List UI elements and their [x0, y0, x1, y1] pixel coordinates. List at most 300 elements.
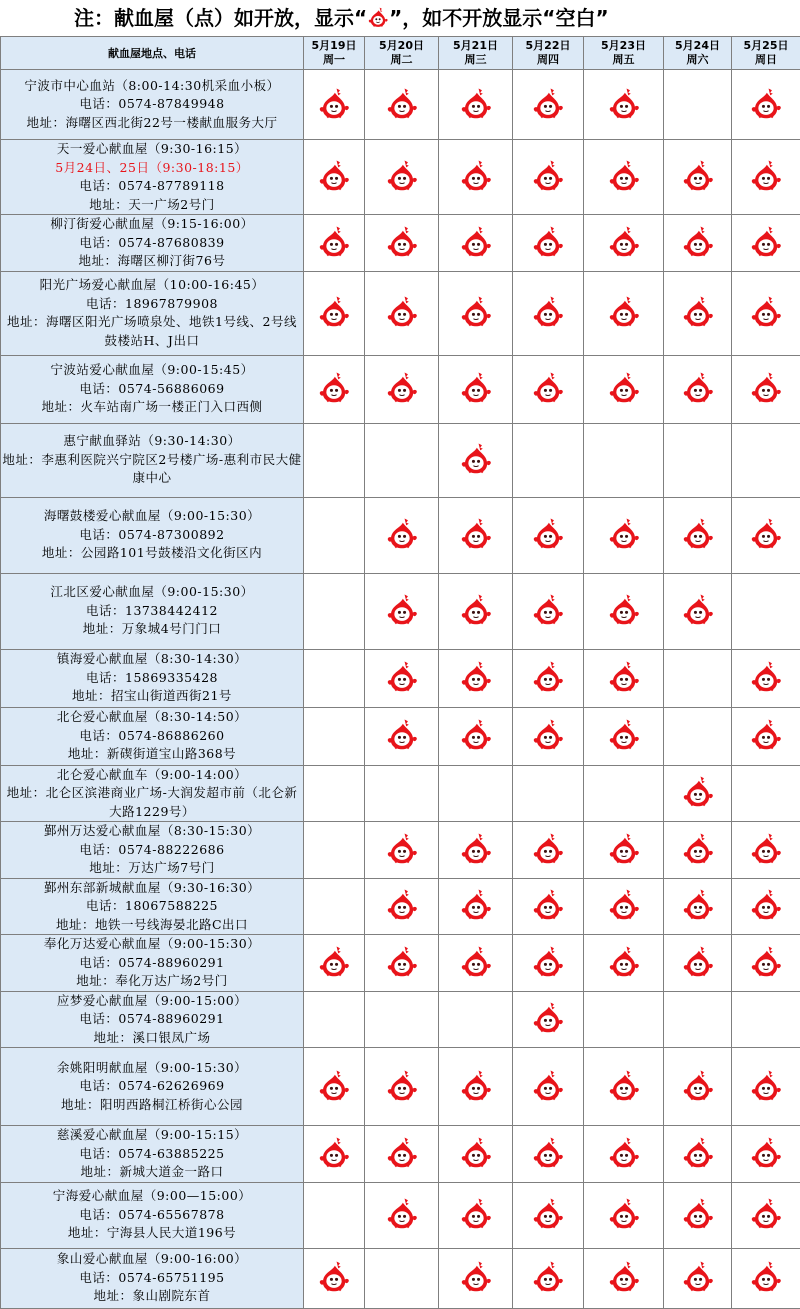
closed-cell: [664, 991, 732, 1048]
open-cell: [439, 215, 513, 272]
open-cell: [732, 1048, 800, 1126]
day-weekday: 周六: [664, 53, 731, 67]
open-cell: [732, 649, 800, 707]
blood-drop-mascot-icon: [607, 1068, 641, 1102]
day-date: 5月19日: [304, 39, 364, 53]
location-cell: [1, 70, 304, 140]
blood-drop-mascot-icon: [749, 1068, 783, 1102]
location-name: 余姚阳明献血屋（9:00-15:30）: [1, 1059, 303, 1078]
closed-cell: [304, 765, 365, 822]
blood-drop-mascot-icon: [607, 158, 641, 192]
blood-drop-mascot-icon: [385, 224, 419, 258]
notice-title: [0, 0, 800, 36]
day-date: 5月21日: [439, 39, 512, 53]
open-cell: [584, 649, 664, 707]
blood-drop-mascot-icon: [607, 516, 641, 550]
open-cell: [304, 1248, 365, 1308]
open-cell: [732, 822, 800, 879]
open-cell: [584, 822, 664, 879]
blood-drop-mascot-icon: [607, 887, 641, 921]
open-cell: [513, 271, 584, 355]
table-row: [1, 355, 800, 423]
blood-drop-mascot-icon: [317, 224, 351, 258]
open-cell: [664, 1248, 732, 1308]
closed-cell: [365, 991, 439, 1048]
open-cell: [365, 822, 439, 879]
location-name: 慈溪爱心献血屋（9:00-15:15）: [1, 1126, 303, 1145]
open-cell: [439, 1126, 513, 1183]
open-cell: [365, 1048, 439, 1126]
day-weekday: 周二: [365, 53, 438, 67]
blood-drop-mascot-icon: [459, 944, 493, 978]
table-row: [1, 497, 800, 573]
open-cell: [439, 1248, 513, 1308]
location-address: 地址：象山剧院东首: [1, 1287, 303, 1306]
blood-drop-mascot-icon: [317, 370, 351, 404]
table-row: [1, 707, 800, 765]
blood-drop-mascot-icon: [681, 294, 715, 328]
open-cell: [584, 1248, 664, 1308]
location-name: 宁波站爱心献血屋（9:00-15:45）: [1, 361, 303, 380]
table-row: [1, 765, 800, 822]
blood-drop-mascot-icon: [607, 831, 641, 865]
open-cell: [439, 355, 513, 423]
blood-drop-mascot-icon: [459, 86, 493, 120]
open-cell: [365, 497, 439, 573]
open-cell: [664, 497, 732, 573]
open-cell: [365, 935, 439, 992]
location-name: 柳汀街爱心献血屋（9:15-16:00）: [1, 215, 303, 234]
closed-cell: [304, 573, 365, 649]
blood-drop-mascot-icon: [681, 158, 715, 192]
open-cell: [304, 271, 365, 355]
location-cell: [1, 1048, 304, 1126]
open-cell: [664, 215, 732, 272]
blood-drop-mascot-icon: [749, 516, 783, 550]
open-cell: [664, 822, 732, 879]
blood-drop-mascot-icon: [749, 887, 783, 921]
blood-drop-mascot-icon: [749, 831, 783, 865]
location-phone: 电话：0574-88222686: [1, 841, 303, 860]
closed-cell: [365, 423, 439, 497]
location-cell: [1, 822, 304, 879]
blood-drop-mascot-icon: [459, 1196, 493, 1230]
blood-drop-mascot-icon: [681, 944, 715, 978]
blood-drop-mascot-icon: [749, 224, 783, 258]
location-address: 地址：地铁一号线海晏北路C出口: [1, 916, 303, 935]
day-weekday: 周三: [439, 53, 512, 67]
open-cell: [584, 1048, 664, 1126]
blood-drop-mascot-icon: [459, 887, 493, 921]
location-cell: [1, 707, 304, 765]
open-cell: [664, 1048, 732, 1126]
location-address: 地址：奉化万达广场2号门: [1, 972, 303, 991]
location-header: 献血屋地点、电话: [1, 37, 304, 70]
blood-drop-mascot-icon: [681, 592, 715, 626]
location-name: 北仑爱心献血屋（8:30-14:50）: [1, 708, 303, 727]
table-header-row: [1, 37, 800, 70]
location-cell: [1, 355, 304, 423]
open-cell: [304, 1126, 365, 1183]
blood-drop-mascot-icon: [531, 592, 565, 626]
location-cell: [1, 140, 304, 215]
location-name: 鄞州万达爱心献血屋（8:30-15:30）: [1, 822, 303, 841]
closed-cell: [439, 765, 513, 822]
notice-suffix: ”，如不开放显示“空白”: [389, 6, 608, 30]
blood-drop-mascot-icon: [385, 294, 419, 328]
blood-drop-mascot-icon: [607, 717, 641, 751]
day-header: [664, 37, 732, 70]
table-row: [1, 1126, 800, 1183]
blood-drop-mascot-icon: [681, 1135, 715, 1169]
day-weekday: 周一: [304, 53, 364, 67]
location-address: 地址：海曙区阳光广场喷泉处、地铁1号线、2号线鼓楼站H、J出口: [1, 313, 303, 350]
open-cell: [664, 355, 732, 423]
location-cell: [1, 935, 304, 992]
closed-cell: [304, 497, 365, 573]
open-cell: [439, 140, 513, 215]
location-cell: [1, 497, 304, 573]
location-phone: 电话：0574-87849948: [1, 95, 303, 114]
blood-drop-mascot-icon: [531, 516, 565, 550]
open-cell: [584, 935, 664, 992]
closed-cell: [664, 707, 732, 765]
blood-drop-mascot-icon: [607, 1196, 641, 1230]
open-cell: [732, 935, 800, 992]
closed-cell: [304, 991, 365, 1048]
location-phone: 电话：0574-87680839: [1, 234, 303, 253]
day-header: [584, 37, 664, 70]
blood-drop-mascot-icon: [385, 944, 419, 978]
open-cell: [513, 1182, 584, 1248]
open-cell: [304, 70, 365, 140]
location-name: 宁海爱心献血屋（9:00—15:00）: [1, 1187, 303, 1206]
blood-drop-mascot-icon: [531, 1135, 565, 1169]
open-cell: [664, 765, 732, 822]
open-cell: [513, 70, 584, 140]
location-name: 象山爱心献血屋（9:00-16:00）: [1, 1250, 303, 1269]
blood-drop-mascot-icon: [531, 224, 565, 258]
closed-cell: [664, 649, 732, 707]
location-phone: 电话：0574-65567878: [1, 1206, 303, 1225]
blood-drop-mascot-icon: [607, 659, 641, 693]
blood-drop-mascot-icon: [367, 3, 389, 25]
closed-cell: [365, 1248, 439, 1308]
open-cell: [732, 70, 800, 140]
blood-drop-mascot-icon: [681, 887, 715, 921]
blood-drop-mascot-icon: [681, 370, 715, 404]
blood-drop-mascot-icon: [531, 86, 565, 120]
open-cell: [513, 140, 584, 215]
blood-drop-mascot-icon: [749, 294, 783, 328]
location-name: 北仑爱心献血车（9:00-14:00）: [1, 766, 303, 785]
open-cell: [439, 497, 513, 573]
location-cell: [1, 215, 304, 272]
location-name: 宁波市中心血站（8:00-14:30机采血小板）: [1, 77, 303, 96]
day-date: 5月20日: [365, 39, 438, 53]
open-cell: [439, 70, 513, 140]
location-address: 地址：万达广场7号门: [1, 859, 303, 878]
open-cell: [513, 649, 584, 707]
blood-drop-mascot-icon: [531, 887, 565, 921]
closed-cell: [304, 1182, 365, 1248]
table-row: [1, 878, 800, 935]
location-name: 海曙鼓楼爱心献血屋（9:00-15:30）: [1, 507, 303, 526]
open-cell: [732, 215, 800, 272]
day-date: 5月23日: [584, 39, 663, 53]
day-weekday: 周五: [584, 53, 663, 67]
open-cell: [513, 355, 584, 423]
open-cell: [365, 649, 439, 707]
location-phone: 电话：0574-62626969: [1, 1077, 303, 1096]
location-address: 地址：新城大道金一路口: [1, 1163, 303, 1182]
open-cell: [584, 707, 664, 765]
location-address: 地址：海曙区柳汀街76号: [1, 252, 303, 271]
blood-drop-mascot-icon: [385, 592, 419, 626]
open-cell: [365, 707, 439, 765]
location-address: 地址：李惠利医院兴宁院区2号楼广场-惠利市民大健康中心: [1, 451, 303, 488]
open-cell: [664, 140, 732, 215]
blood-drop-mascot-icon: [531, 158, 565, 192]
closed-cell: [584, 991, 664, 1048]
location-name: 天一爱心献血屋（9:30-16:15）: [1, 140, 303, 159]
day-weekday: 周四: [513, 53, 583, 67]
day-header: [304, 37, 365, 70]
location-name: 阳光广场爱心献血屋（10:00-16:45）: [1, 276, 303, 295]
blood-drop-mascot-icon: [681, 1068, 715, 1102]
open-cell: [584, 497, 664, 573]
location-phone: 电话：0574-88960291: [1, 1010, 303, 1029]
location-phone: 电话：0574-56886069: [1, 380, 303, 399]
open-cell: [664, 271, 732, 355]
location-address: 地址：公园路101号鼓楼沿文化街区内: [1, 544, 303, 563]
location-address: 地址：招宝山街道西街21号: [1, 687, 303, 706]
blood-drop-mascot-icon: [385, 158, 419, 192]
open-cell: [304, 1048, 365, 1126]
open-cell: [513, 707, 584, 765]
open-cell: [664, 935, 732, 992]
closed-cell: [513, 423, 584, 497]
blood-drop-mascot-icon: [317, 1068, 351, 1102]
open-cell: [664, 573, 732, 649]
location-cell: [1, 271, 304, 355]
location-phone: 电话：0574-87300892: [1, 526, 303, 545]
open-cell: [584, 1182, 664, 1248]
closed-cell: [304, 649, 365, 707]
table-row: [1, 271, 800, 355]
day-weekday: 周日: [732, 53, 800, 67]
blood-drop-mascot-icon: [607, 86, 641, 120]
open-cell: [584, 573, 664, 649]
blood-drop-mascot-icon: [385, 831, 419, 865]
blood-drop-mascot-icon: [317, 86, 351, 120]
blood-drop-mascot-icon: [385, 370, 419, 404]
blood-drop-mascot-icon: [317, 158, 351, 192]
location-name: 镇海爱心献血屋（8:30-14:30）: [1, 650, 303, 669]
open-cell: [439, 1048, 513, 1126]
open-cell: [732, 1126, 800, 1183]
blood-drop-mascot-icon: [531, 370, 565, 404]
location-address: 地址：北仑区滨港商业广场-大润发超市前（北仑新大路1229号）: [1, 784, 303, 821]
open-cell: [513, 1248, 584, 1308]
open-cell: [304, 935, 365, 992]
blood-drop-mascot-icon: [607, 592, 641, 626]
closed-cell: [732, 765, 800, 822]
open-cell: [304, 215, 365, 272]
blood-drop-mascot-icon: [607, 1259, 641, 1293]
location-cell: [1, 991, 304, 1048]
closed-cell: [732, 423, 800, 497]
day-date: 5月25日: [732, 39, 800, 53]
schedule-table: [0, 36, 800, 1309]
blood-drop-mascot-icon: [459, 1068, 493, 1102]
table-row: [1, 822, 800, 879]
open-cell: [439, 707, 513, 765]
closed-cell: [304, 878, 365, 935]
table-row: [1, 70, 800, 140]
location-phone: 电话：0574-88960291: [1, 954, 303, 973]
blood-drop-mascot-icon: [459, 516, 493, 550]
location-cell: [1, 649, 304, 707]
open-cell: [439, 822, 513, 879]
table-row: [1, 1048, 800, 1126]
open-cell: [439, 423, 513, 497]
blood-drop-mascot-icon: [459, 224, 493, 258]
blood-drop-mascot-icon: [531, 944, 565, 978]
open-cell: [584, 355, 664, 423]
location-phone: 电话：0574-86886260: [1, 727, 303, 746]
blood-drop-mascot-icon: [607, 224, 641, 258]
table-row: [1, 649, 800, 707]
location-address: 地址：天一广场2号门: [1, 196, 303, 215]
notice-prefix: 注：献血屋（点）如开放，显示“: [74, 6, 367, 30]
table-row: [1, 423, 800, 497]
closed-cell: [304, 822, 365, 879]
blood-drop-mascot-icon: [459, 717, 493, 751]
location-address: 地址：海曙区西北街22号一楼献血服务大厅: [1, 114, 303, 133]
closed-cell: [584, 765, 664, 822]
location-phone: 电话：0574-65751195: [1, 1269, 303, 1288]
blood-drop-mascot-icon: [317, 1135, 351, 1169]
table-row: [1, 935, 800, 992]
blood-drop-mascot-icon: [459, 370, 493, 404]
blood-drop-mascot-icon: [681, 831, 715, 865]
table-body: [1, 70, 800, 1309]
location-cell: [1, 765, 304, 822]
blood-drop-mascot-icon: [531, 659, 565, 693]
blood-drop-mascot-icon: [607, 370, 641, 404]
blood-drop-mascot-icon: [607, 294, 641, 328]
blood-drop-mascot-icon: [749, 1196, 783, 1230]
open-cell: [365, 878, 439, 935]
open-cell: [584, 70, 664, 140]
blood-drop-mascot-icon: [459, 1135, 493, 1169]
open-cell: [584, 271, 664, 355]
location-cell: [1, 1182, 304, 1248]
open-cell: [439, 573, 513, 649]
day-header: [365, 37, 439, 70]
blood-drop-mascot-icon: [459, 294, 493, 328]
location-cell: [1, 423, 304, 497]
open-cell: [513, 878, 584, 935]
blood-drop-mascot-icon: [607, 944, 641, 978]
open-cell: [365, 1182, 439, 1248]
blood-drop-mascot-icon: [459, 592, 493, 626]
blood-drop-mascot-icon: [459, 441, 493, 475]
blood-drop-mascot-icon: [531, 1000, 565, 1034]
closed-cell: [732, 991, 800, 1048]
closed-cell: [304, 423, 365, 497]
open-cell: [513, 1048, 584, 1126]
location-name: 奉化万达爱心献血屋（9:00-15:30）: [1, 935, 303, 954]
blood-drop-mascot-icon: [459, 831, 493, 865]
open-cell: [513, 497, 584, 573]
blood-drop-mascot-icon: [531, 1068, 565, 1102]
location-phone: 电话：18967879908: [1, 295, 303, 314]
open-cell: [732, 140, 800, 215]
blood-drop-mascot-icon: [317, 944, 351, 978]
blood-drop-mascot-icon: [385, 1196, 419, 1230]
closed-cell: [664, 70, 732, 140]
blood-drop-mascot-icon: [749, 944, 783, 978]
blood-drop-mascot-icon: [531, 294, 565, 328]
open-cell: [664, 1182, 732, 1248]
blood-drop-mascot-icon: [385, 717, 419, 751]
blood-drop-mascot-icon: [385, 1068, 419, 1102]
open-cell: [732, 707, 800, 765]
blood-drop-mascot-icon: [385, 1135, 419, 1169]
table-row: [1, 215, 800, 272]
blood-drop-mascot-icon: [317, 1259, 351, 1293]
blood-drop-mascot-icon: [749, 158, 783, 192]
open-cell: [732, 355, 800, 423]
location-name: 鄞州东部新城献血屋（9:30-16:30）: [1, 879, 303, 898]
closed-cell: [664, 423, 732, 497]
day-header: [732, 37, 800, 70]
blood-drop-mascot-icon: [749, 86, 783, 120]
open-cell: [584, 1126, 664, 1183]
table-row: [1, 1182, 800, 1248]
day-date: 5月22日: [513, 39, 583, 53]
closed-cell: [439, 991, 513, 1048]
open-cell: [439, 649, 513, 707]
open-cell: [732, 878, 800, 935]
closed-cell: [304, 707, 365, 765]
blood-drop-mascot-icon: [681, 224, 715, 258]
open-cell: [584, 878, 664, 935]
location-address: 地址：万象城4号门门口: [1, 620, 303, 639]
location-name: 应梦爱心献血屋（9:00-15:00）: [1, 992, 303, 1011]
open-cell: [664, 878, 732, 935]
blood-drop-mascot-icon: [385, 516, 419, 550]
location-cell: [1, 878, 304, 935]
blood-drop-mascot-icon: [385, 887, 419, 921]
location-address: 地址：溪口银凤广场: [1, 1029, 303, 1048]
open-cell: [365, 70, 439, 140]
open-cell: [365, 140, 439, 215]
day-header: [439, 37, 513, 70]
location-phone: 电话：15869335428: [1, 669, 303, 688]
blood-drop-mascot-icon: [749, 717, 783, 751]
extended-hours-note: 5月24日、25日（9:30-18:15）: [1, 159, 303, 178]
open-cell: [584, 140, 664, 215]
open-cell: [732, 497, 800, 573]
open-cell: [439, 878, 513, 935]
open-cell: [732, 1182, 800, 1248]
blood-drop-mascot-icon: [681, 516, 715, 550]
blood-drop-mascot-icon: [749, 1135, 783, 1169]
blood-drop-mascot-icon: [531, 717, 565, 751]
